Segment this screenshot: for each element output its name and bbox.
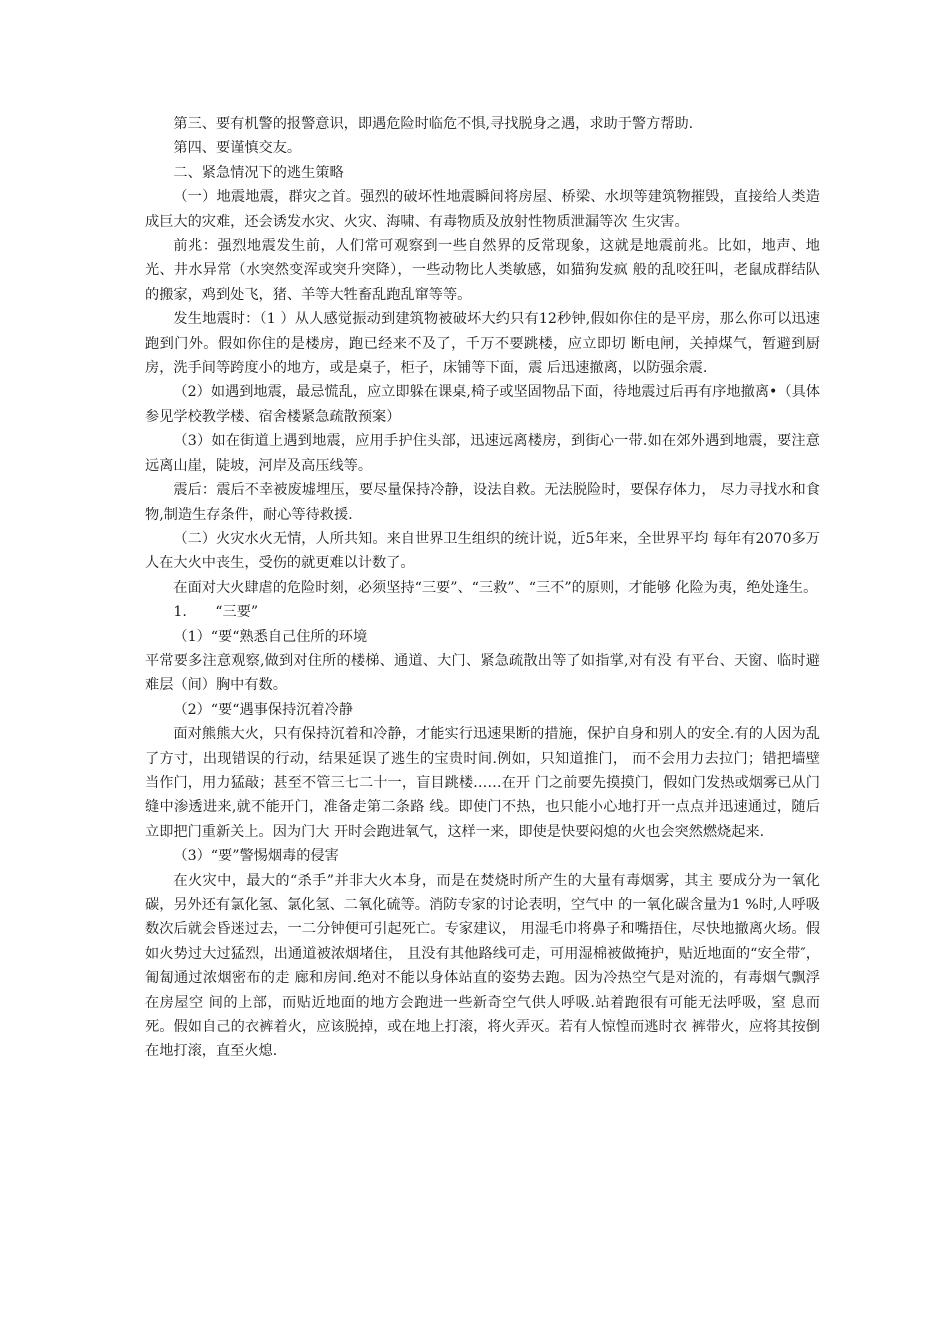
subheading: 1. “三要” [173,604,259,621]
paragraph: （3）如在街道上遇到地震，应用手护住头部，迅速远离楼房，到街心一带.如在郊外遇到地震，要注意远离山崖，陡坡，河岸及高压线等。 [145,433,820,474]
paragraph: 在火灾中，最大的“杀手”并非大火本身，而是在焚烧时所产生的大量有毒烟雾，其主 要成分为一氧化碳，另外还有氯化氢、氯化氢、二氧化硫等。消防专家的讨论表明，空气中 的一氧化碳含量为1 %时,人呼吸数次后就会昏迷过去，一二分钟便可引起死亡。专家建议， 用湿毛巾将鼻子和嘴捂住，尽快地撤离火场。假如火势过大过猛烈，出通道被浓烟堵住， 且没有其他路线可走，可用湿棉被做掩护，贴近地面的“安全带″，匍匐通过浓烟密布的走 廊和房间.绝对不能以身体站直的姿势去跑。因为冷热空气是对流的，有毒烟气飘浮在房屋空 间的上部，而贴近地面的地方会跑进一些新奇空气供人呼吸.站着跑很有可能无法呼吸，窒 息而死。假如自己的衣裤着火，应该脱掉，或在地上打滚，将火弄灭。若有人惊惶而逃时衣 裤带火，应将其按倒在地打滚，直至火熄. [145,872,820,1060]
paragraph: （2）如遇到地震，最忌慌乱，应立即躲在课桌,椅子或坚固物品下面，待地震过后再有序地撤离•（具体参见学校教学楼、宿舍楼紧急疏散预案） [145,384,820,425]
subheading: （1）“要“熟悉自己住所的环境 [173,628,368,645]
paragraph: 第三、要有机警的报警意识，即遇危险时临危不惧,寻找脱身之遇，求助于警方帮助. [173,116,694,132]
paragraph: （一）地震地震，群灾之首。强烈的破坏性地震瞬间将房屋、桥梁、水坝等建筑物摧毁，直接给人类造成巨大的灾难，还会诱发水灾、火灾、海啸、有毒物质及放射性物质泄漏等次 生灾害。 [145,189,820,230]
paragraph: 前兆：强烈地震发生前，人们常可观察到一些自然界的反常现象，这就是地震前兆。比如，地声、地光、井水异常（水突然变浑或突升突降），一些动物比人类敏感，如猫狗发疯 般的乱咬狂叫，老鼠成群结队的搬家，鸡到处飞，猪、羊等大牲畜乱跑乱窜等等。 [145,238,820,303]
subheading: （2）“要“遇事保持沉着冷静 [173,701,353,718]
paragraph: 平常要多注意观察,做到对住所的楼梯、通道、大门、紧急疏散出等了如指掌,对有没 有平台、天窗、临时避难层（间）胸中有数。 [145,652,820,694]
paragraph: 第四、要谨慎交友。 [173,140,302,157]
paragraph: 在面对大火肆虐的危险时刻，必须坚持“三要”、“三救”、“三不”的原则，才能够 化险为夷，绝处逢生。 [173,579,818,596]
paragraph: 面对熊熊大火，只有保持沉着和冷静，才能实行迅速果断的措施，保护自身和别人的安全.有的人因为乱了方寸，出现错误的行动，结果延误了逃生的宝贵时间.例如，只知道推门， 而不会用力去拉门；错把墙壁当作门，用力猛敲；甚至不管三七二十一，盲目跳楼……在开 门之前要先摸摸门，假如门发热或烟雾已从门缝中渗透进来,就不能开门，准备走第二条路 线。即使门不热，也只能小心地打开一点点并迅速通过，随后立即把门重新关上。因为门大 开时会跑进氧气，这样一来，即使是快要闷熄的火也会突然燃烧起来. [145,726,820,840]
section-heading: 二、紧急情况下的逃生策略 [173,164,344,181]
subheading: （3）“要”警惕烟毒的侵害 [173,848,339,865]
paragraph: 发生地震时：（1 ）从人感觉振动到建筑物被破坏大约只有12秒钟,假如你住的是平房，那么你可以迅速跑到门外。假如你住的是楼房，跑已经来不及了，千万不要跳楼，应立即切 断电闸，关掉煤气，暂避到厨房，洗手间等跨度小的地方，或是桌子，柜子，床铺等下面，震 后迅速撤离，以防强余震. [145,311,820,377]
document-body [145,112,820,1064]
paragraph: 震后：震后不幸被废墟埋压，要尽量保持冷静，设法自救。无法脱险时，要保存体力， 尽力寻找水和食物,制造生存条件，耐心等待救援. [145,482,820,523]
paragraph: （二）火灾水火无情，人所共知。来自世界卫生组织的统计说，近5年来，全世界平均 每年有2070多万人在大火中丧生，受伤的就更难以计数了。 [145,530,820,572]
